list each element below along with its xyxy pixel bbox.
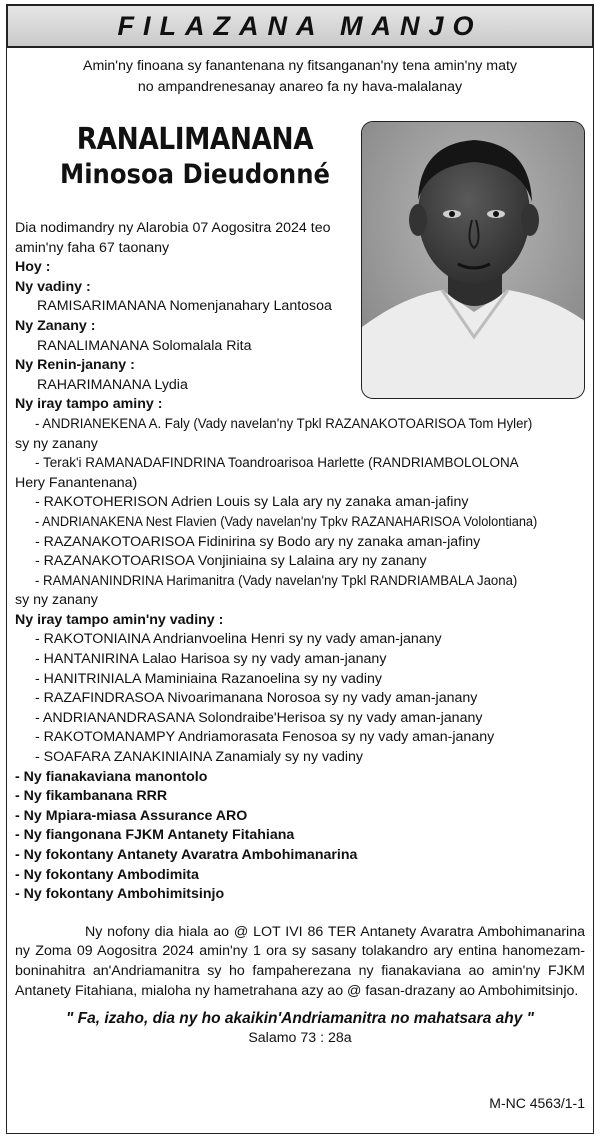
- ad-code: M-NC 4563/1-1: [489, 1095, 585, 1111]
- spouse-siblings-label: Ny iray tampo amin'ny vadiny :: [15, 611, 224, 628]
- intro-line-1: Amin'ny finoana sy fanantenana ny fitsanganan'ny tena amin'ny maty: [82, 58, 518, 74]
- deceased-given-names: Minosoa Dieudonné: [60, 159, 330, 190]
- sibling-line-cont: Hery Fanantenana): [15, 474, 138, 491]
- bible-reference: Salamo 73 : 28a: [248, 1030, 352, 1047]
- sibling-line-cont: sy ny zanany: [15, 435, 98, 452]
- spouse-sibling-item: - SOAFARA ZANAKINIAINA Zanamialy sy ny vadiny: [35, 749, 363, 766]
- spouse-label: Ny vadiny :: [15, 278, 91, 295]
- funeral-details: Ny nofony dia hiala ao @ LOT IVI 86 TER Antanety Avaratra Ambohimanarina ny Zoma 09 Aogositra 2024 amin'ny 1 ora sy sasany tolakandro ary entina hanomezam-boninahitra an'Andriamanitra sy ho fampaherezana ny fianakaviana ao amin'ny FJKM Antanety Fitahiana, mialoha ny hametrahana azy ao @ fasan-drazany ao Ambohimitsinjo.: [15, 923, 585, 999]
- spouse-sibling-item: - RAZAFINDRASOA Nivoarimanana Norosoa sy ny vady aman-janany: [35, 690, 478, 707]
- group-item: - Ny Mpiara-miasa Assurance ARO: [15, 807, 248, 824]
- group-item: - Ny fokontany Ambohimitsinjo: [15, 886, 225, 903]
- sibling-item: [15, 454, 585, 493]
- death-line-2: amin'ny faha 67 taonany: [15, 239, 170, 256]
- children-label: Ny Zanany :: [15, 317, 96, 334]
- sibling-item: [15, 552, 585, 572]
- sibling-line: - ANDRIANEKENA A. Faly (Vady navelan'ny Tpkl RAZANAKOTOARISOA Tom Hyler): [35, 415, 533, 432]
- hoy-label: Hoy :: [15, 259, 51, 276]
- sibling-line: - RAZANAKOTOARISOA Vonjiniaina sy Lalaina ary ny zanany: [35, 553, 427, 570]
- death-line-1: Dia nodimandry ny Alarobia 07 Aogositra 2024 teo: [15, 220, 331, 236]
- mother-in-law-label: Ny Renin-janany :: [15, 357, 135, 374]
- bible-quote: " Fa, izaho, dia ny ho akaikin'Andriamanitra no mahatsara ahy ": [65, 1010, 534, 1028]
- sibling-line: - RAMANANINDRINA Harimanitra (Vady navelan'ny Tpkl RANDRIAMBALA Jaona): [35, 572, 518, 589]
- group-item: - Ny fokontany Antanety Avaratra Ambohimanarina: [15, 847, 358, 863]
- siblings-list: [15, 415, 585, 611]
- sibling-item: [15, 493, 585, 513]
- sibling-item: [15, 415, 585, 454]
- sibling-line: - ANDRIANAKENA Nest Flavien (Vady navelan'ny Tpkv RAZANAHARISOA Vololontiana): [35, 513, 538, 530]
- sibling-item: [15, 572, 585, 611]
- siblings-label: Ny iray tampo aminy :: [15, 396, 163, 413]
- death-notice: [15, 219, 367, 258]
- deceased-name: [15, 122, 375, 192]
- header-banner: [6, 4, 594, 48]
- group-item: - Ny fianakaviana manontolo: [15, 768, 208, 785]
- portrait-photo: [361, 121, 585, 399]
- spouse-sibling-item: - HANTANIRINA Lalao Harisoa sy ny vady aman-janany: [35, 651, 387, 668]
- sibling-line: - RAZANAKOTOARISOA Fidinirina sy Bodo ary ny zanaka aman-jafiny: [35, 533, 481, 550]
- spouse-sibling-item: - RAKOTOMANAMPY Andriamorasata Fenosoa sy ny vady aman-janany: [35, 729, 495, 746]
- sibling-line: - RAKOTOHERISON Adrien Louis sy Lala ary ny zanaka aman-jafiny: [35, 494, 469, 511]
- spouse-sibling-item: - HANITRINIALA Maminiaina Razanoelina sy ny vadiny: [35, 670, 382, 687]
- group-item: - Ny fiangonana FJKM Antanety Fitahiana: [15, 827, 295, 844]
- group-item: - Ny fikambanana RRR: [15, 788, 168, 805]
- sibling-line: - Terak'i RAMANADAFINDRINA Toandroarisoa Harlette (RANDRIAMBOLOLONA: [35, 455, 519, 472]
- child-name: RANALIMANANA Solomalala Rita: [37, 337, 252, 354]
- spouse-name: RAMISARIMANANA Nomenjanahary Lantosoa: [37, 298, 332, 315]
- intro-text: [15, 56, 585, 98]
- spouse-siblings-list: [15, 630, 585, 767]
- mother-in-law-name: RAHARIMANANA Lydia: [37, 376, 188, 393]
- deceased-surname: RANALIMANANA: [76, 122, 314, 157]
- header-title: FILAZANA MANJO: [117, 10, 483, 41]
- spouse-sibling-item: - RAKOTONIAINA Andrianvoelina Henri sy ny vady aman-janany: [35, 631, 442, 648]
- sibling-item: [15, 513, 585, 533]
- obituary-frame: [6, 48, 594, 1134]
- group-item: - Ny fokontany Ambodimita: [15, 866, 199, 883]
- portrait-image: [362, 122, 585, 399]
- intro-line-2: no ampandrenesanay anareo fa ny hava-malalanay: [137, 79, 463, 95]
- groups-list: [15, 768, 585, 905]
- spouse-sibling-item: - ANDRIANANDRASANA Solondraibe'Herisoa sy ny vady aman-janany: [35, 709, 483, 726]
- sibling-item: [15, 533, 585, 553]
- sibling-line-cont: sy ny zanany: [15, 592, 98, 609]
